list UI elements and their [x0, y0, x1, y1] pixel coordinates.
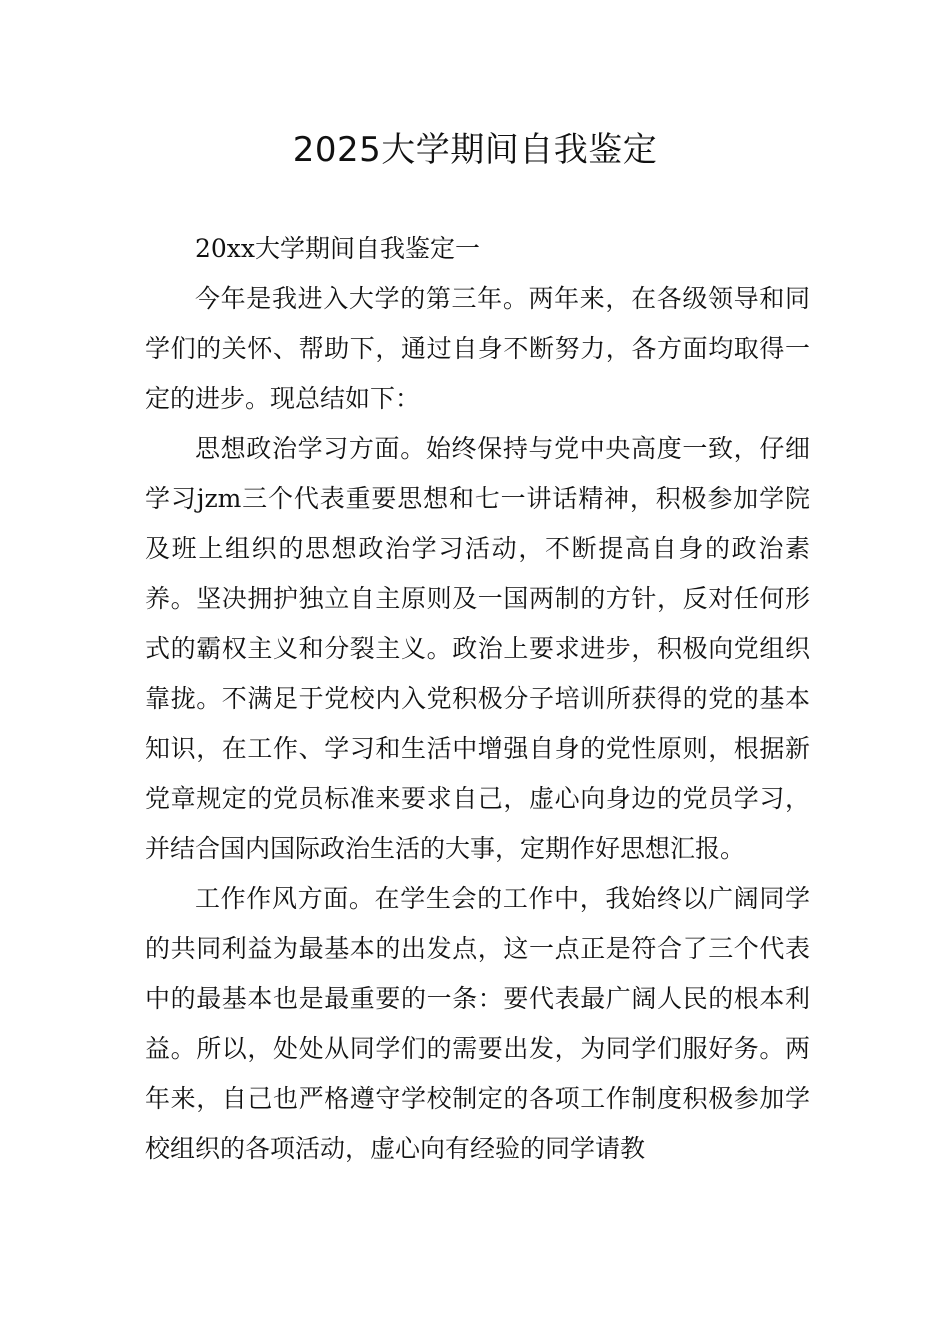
paragraph-intro: 今年是我进入大学的第三年。两年来，在各级领导和同学们的关怀、帮助下，通过自身不断努力，各方面均取得一定的进步。现总结如下：: [145, 284, 810, 413]
paragraph-political-study: 思想政治学习方面。始终保持与党中央高度一致，仔细学习jzm三个代表重要思想和七一讲话精神，积极参加学院及班上组织的思想政治学习活动，不断提高自身的政治素养。坚决拥护独立自主原则及一国两制的方针，反对任何形式的霸权主义和分裂主义。政治上要求进步，积极向党组织靠拢。不满足于党校内入党积极分子培训所获得的党的基本知识，在工作、学习和生活中增强自身的党性原则，根据新党章规定的党员标准来要求自己，虚心向身边的党员学习，并结合国内国际政治生活的大事，定期作好思想汇报。: [145, 434, 810, 863]
document-body: [145, 224, 810, 1174]
document-title: 2025大学期间自我鉴定: [292, 130, 658, 170]
paragraph-work-style: 工作作风方面。在学生会的工作中，我始终以广阔同学的共同利益为最基本的出发点，这一点正是符合了三个代表中的最基本也是最重要的一条：要代表最广阔人民的根本利益。所以，处处从同学们的需要出发，为同学们服好务。两年来，自己也严格遵守学校制定的各项工作制度积极参加学校组织的各项活动，虚心向有经验的同学请教: [145, 884, 810, 1163]
section-heading: 20xx大学期间自我鉴定一: [195, 234, 481, 263]
